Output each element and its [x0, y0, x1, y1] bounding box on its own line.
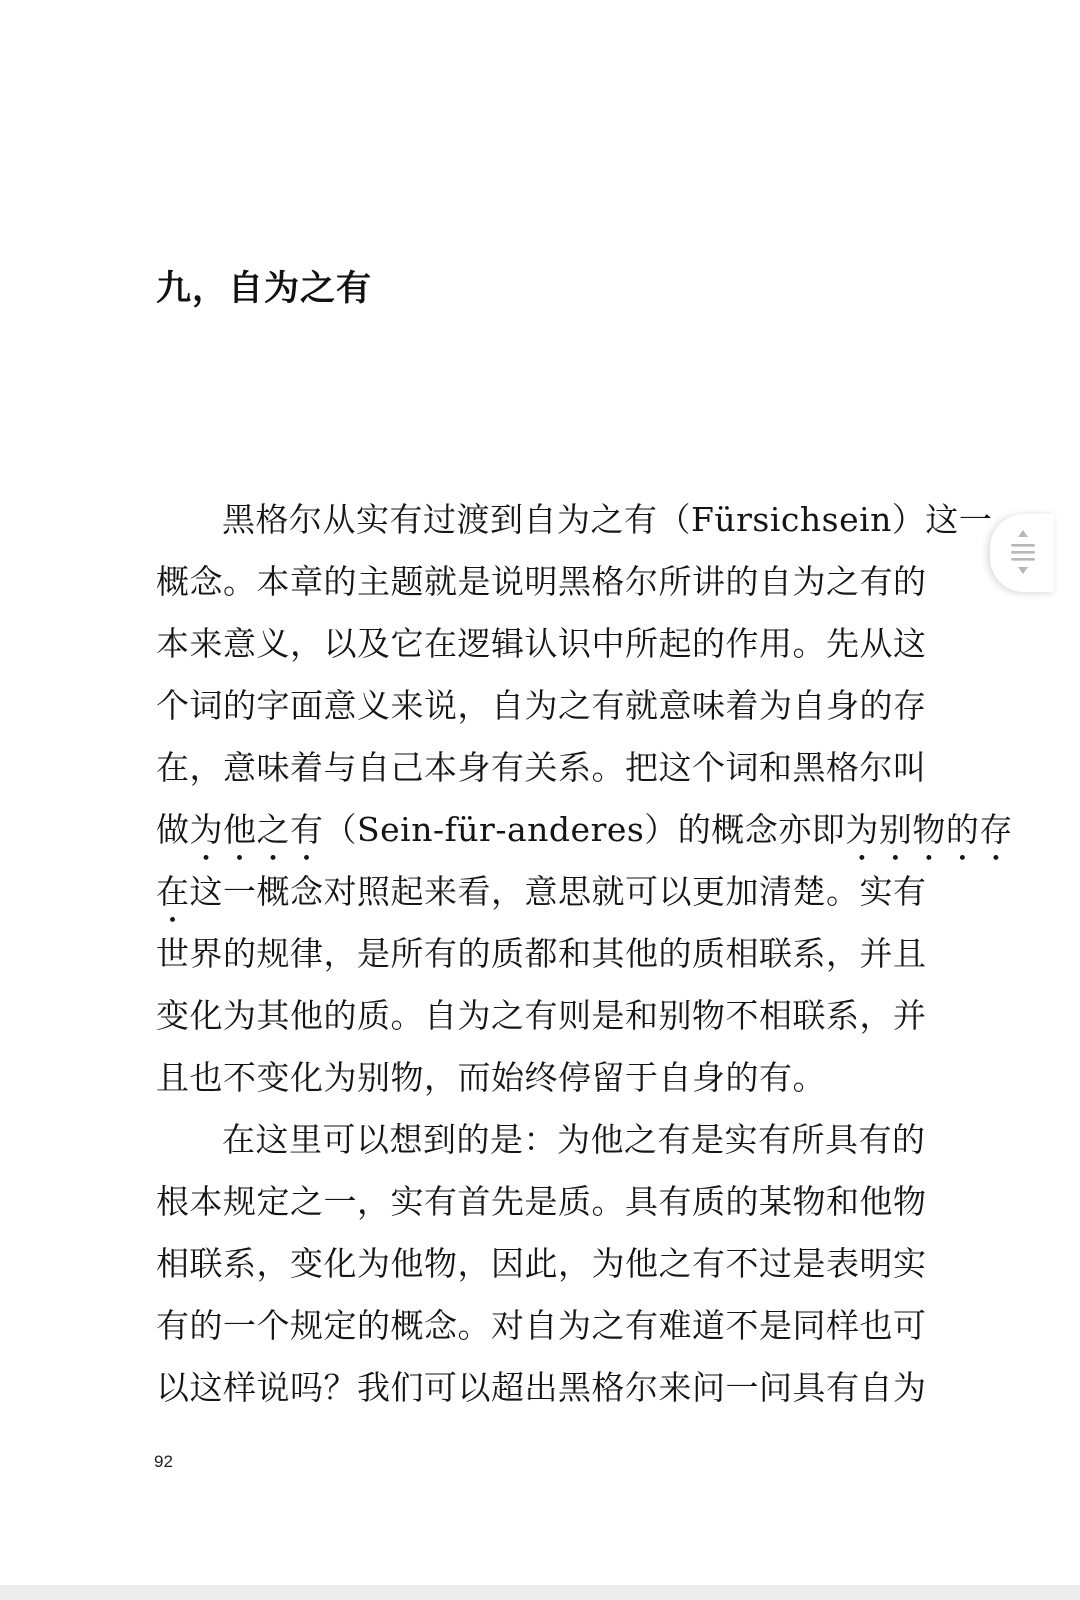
text-run: （Sein-für-anderes）的概念亦即 — [323, 810, 846, 849]
emphasized-term: 为他之有 — [189, 810, 324, 849]
drag-handle-icon — [1008, 528, 1038, 578]
chapter-title: 九，自为之有 — [156, 269, 373, 309]
paragraph-line: 且也不变化为别物，而始终停留于自身的有。 — [156, 1058, 826, 1097]
paragraph-line: 在，意味着与自己本身有关系。把这个词和黑格尔叫 — [156, 748, 927, 787]
paragraph-line: 黑格尔从实有过渡到自为之有（Fürsichsein）这一 — [222, 500, 993, 539]
paragraph-line: 根本规定之一，实有首先是质。具有质的某物和他物 — [156, 1182, 927, 1221]
text-run: 这一概念对照起来看，意思就可以更加清楚。实有 — [189, 872, 927, 911]
page-number: 92 — [154, 1452, 173, 1471]
paragraph-line: 世界的规律，是所有的质都和其他的质相联系，并且 — [156, 934, 927, 973]
paragraph-line — [156, 799, 1013, 861]
text-run: 做 — [156, 810, 190, 849]
emphasized-term: 为别物的存 — [845, 810, 1013, 849]
paragraph-line: 在这里可以想到的是：为他之有是实有所具有的 — [222, 1120, 926, 1159]
paragraph-line: 以这样说吗？我们可以超出黑格尔来问一问具有自为 — [156, 1368, 927, 1407]
paragraph-line: 有的一个规定的概念。对自为之有难道不是同样也可 — [156, 1306, 927, 1345]
emphasized-term: 在 — [156, 872, 190, 911]
paragraph-line — [156, 861, 956, 923]
body-text — [156, 489, 1013, 1419]
paragraph-line: 个词的字面意义来说，自为之有就意味着为自身的存 — [156, 686, 927, 725]
paragraph-line: 概念。本章的主题就是说明黑格尔所讲的自为之有的 — [156, 562, 927, 601]
paragraph-line: 变化为其他的质。自为之有则是和别物不相联系，并 — [156, 996, 927, 1035]
paragraph-line: 本来意义，以及它在逻辑认识中所起的作用。先从这 — [156, 624, 927, 663]
bottom-bar — [0, 1585, 1080, 1600]
paragraph-line: 相联系，变化为他物，因此，为他之有不过是表明实 — [156, 1244, 927, 1283]
scroll-handle[interactable] — [990, 514, 1054, 592]
